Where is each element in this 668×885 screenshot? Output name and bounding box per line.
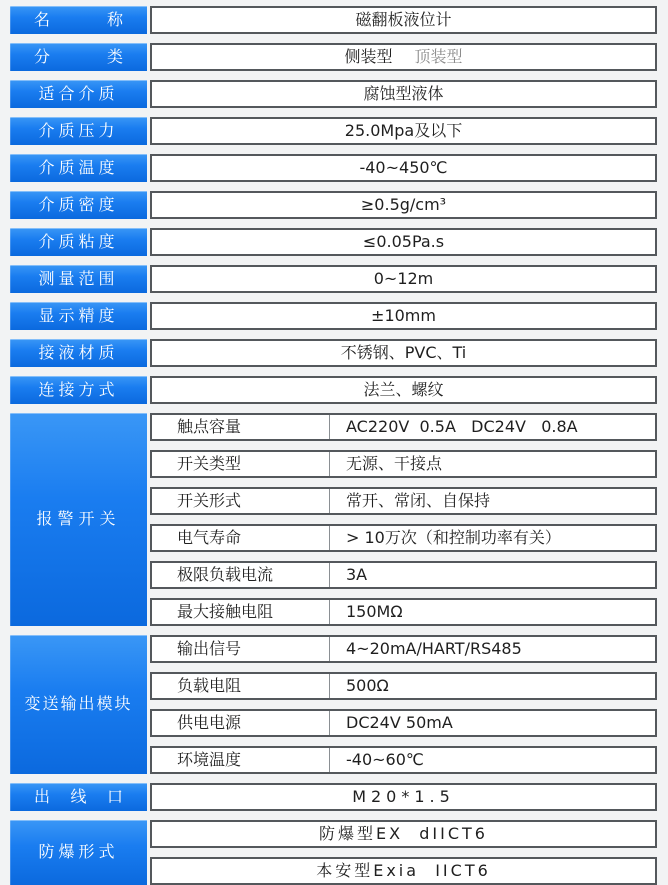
sub-row-value: 4~20mA/HART/RS485 [346, 639, 522, 658]
sub-row [150, 598, 657, 626]
row-value: 25.0Mpa及以下 [150, 117, 657, 145]
row-value: 腐蚀型液体 [150, 80, 657, 108]
section-label: 变送输出模块 [10, 635, 147, 774]
spec-row-viscosity [10, 228, 657, 256]
row-label: 介质粘度 [10, 228, 147, 256]
sub-row-value: 3A [346, 565, 368, 584]
explosion-proof-section [10, 820, 657, 885]
spec-row-density [10, 191, 657, 219]
row-label: 名称 [10, 6, 147, 34]
row-label: 显示精度 [10, 302, 147, 330]
row-value [150, 43, 657, 71]
spec-row-category [10, 43, 657, 71]
explosion-proof-type: 防爆型EX dIICT6 [150, 820, 657, 848]
row-value: 0~12m [150, 265, 657, 293]
row-value: 磁翻板液位计 [150, 6, 657, 34]
sub-row-value: 常开、常闭、自保持 [346, 491, 491, 510]
sub-row [150, 413, 657, 441]
row-value: 法兰、螺纹 [150, 376, 657, 404]
sub-row-value: > 10万次（和控制功率有关） [346, 528, 561, 547]
row-label: 连接方式 [10, 376, 147, 404]
row-value: M20*1.5 [150, 783, 657, 811]
sub-row-value: 500Ω [346, 676, 389, 695]
row-value: 不锈钢、PVC、Ti [150, 339, 657, 367]
sub-row-name: 环境温度 [152, 748, 330, 772]
intrinsic-safety-type: 本安型Exia IICT6 [150, 857, 657, 885]
row-label: 介质密度 [10, 191, 147, 219]
row-value: ≤0.05Pa.s [150, 228, 657, 256]
sub-row [150, 561, 657, 589]
sub-row-name: 负载电阻 [152, 674, 330, 698]
transmitter-module-section [10, 635, 657, 774]
sub-row-name: 电气寿命 [152, 526, 330, 550]
sub-row-name: 极限负载电流 [152, 563, 330, 587]
sub-row-name: 供电电源 [152, 711, 330, 735]
spec-row-medium [10, 80, 657, 108]
sub-row [150, 709, 657, 737]
spec-row-range [10, 265, 657, 293]
sub-row-name: 最大接触电阻 [152, 600, 330, 624]
sub-row-value: DC24V 50mA [346, 713, 453, 732]
spec-row-wetted-material [10, 339, 657, 367]
section-label: 防爆形式 [10, 820, 147, 885]
sub-row-name: 开关类型 [152, 452, 330, 476]
sub-row-value: AC220V 0.5A DC24V 0.8A [346, 417, 578, 436]
alarm-switch-section [10, 413, 657, 626]
sub-row [150, 746, 657, 774]
sub-row-value: 150MΩ [346, 602, 403, 621]
row-value: ±10mm [150, 302, 657, 330]
category-secondary: 顶装型 [414, 47, 463, 66]
alarm-switch-rows [150, 413, 657, 626]
sub-row [150, 450, 657, 478]
row-label: 适合介质 [10, 80, 147, 108]
row-value: -40~450℃ [150, 154, 657, 182]
sub-row-value: 无源、干接点 [346, 454, 443, 473]
row-label: 出线口 [10, 783, 147, 811]
section-label: 报警开关 [10, 413, 147, 626]
spec-row-connection [10, 376, 657, 404]
row-value: ≥0.5g/cm³ [150, 191, 657, 219]
spec-row-accuracy [10, 302, 657, 330]
spec-row-temperature [10, 154, 657, 182]
spec-row-pressure [10, 117, 657, 145]
row-label: 测量范围 [10, 265, 147, 293]
sub-row [150, 487, 657, 515]
row-label: 介质温度 [10, 154, 147, 182]
sub-row-name: 触点容量 [152, 415, 330, 439]
transmitter-module-rows [150, 635, 657, 774]
category-primary: 侧装型 [344, 47, 393, 66]
explosion-proof-rows [150, 820, 657, 885]
spec-row-outlet [10, 783, 657, 811]
sub-row [150, 672, 657, 700]
sub-row [150, 635, 657, 663]
sub-row [150, 524, 657, 552]
spec-row-name [10, 6, 657, 34]
sub-row-name: 输出信号 [152, 637, 330, 661]
sub-row-name: 开关形式 [152, 489, 330, 513]
sub-row-value: -40~60℃ [346, 750, 424, 769]
row-label: 分类 [10, 43, 147, 71]
row-label: 接液材质 [10, 339, 147, 367]
row-label: 介质压力 [10, 117, 147, 145]
